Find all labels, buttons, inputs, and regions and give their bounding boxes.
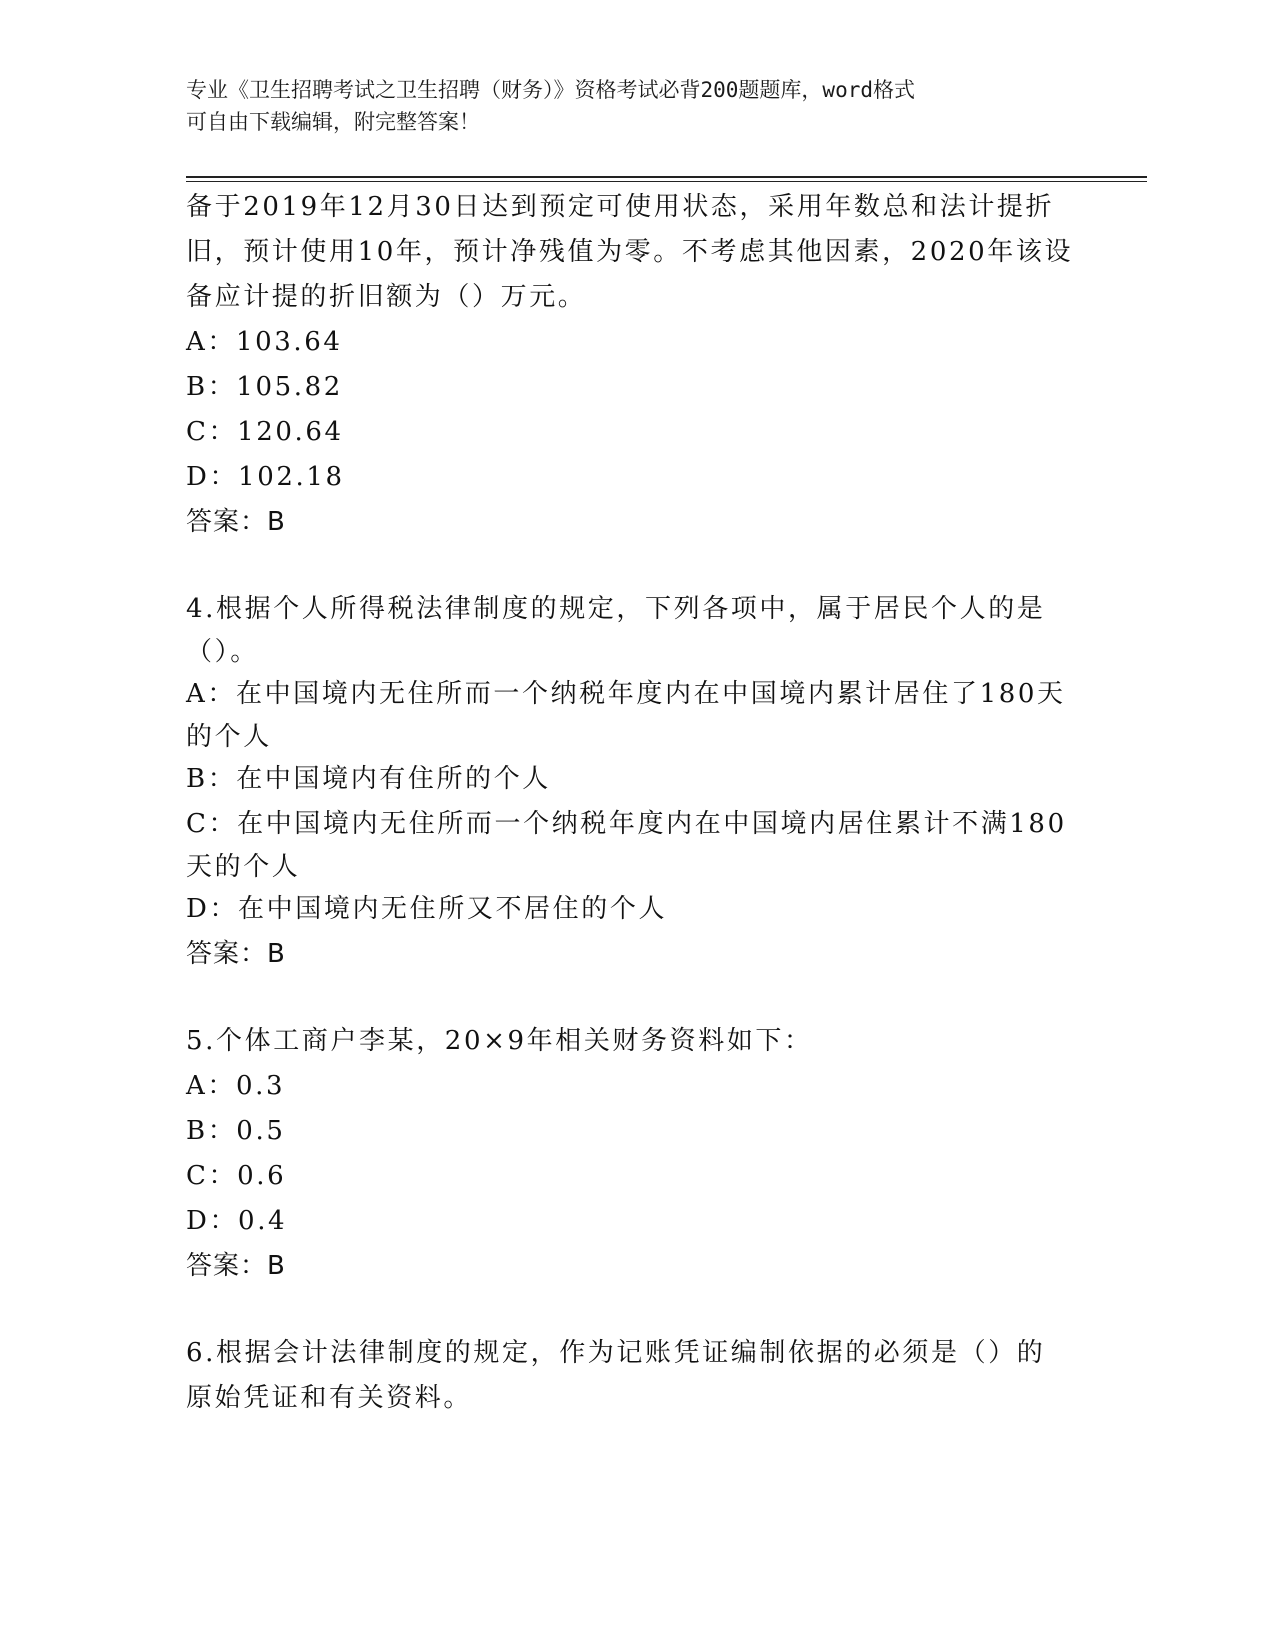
question-stem-line: 备应计提的折旧额为（）万元。 xyxy=(186,282,587,312)
option-b: B：在中国境内有住所的个人 xyxy=(186,764,551,794)
question-stem-line: （）。 xyxy=(186,637,259,667)
question-5 xyxy=(186,1019,1086,1289)
option-d: D：102.18 xyxy=(186,462,345,492)
option-a: A：0.3 xyxy=(186,1071,286,1101)
question-4 xyxy=(186,587,1086,977)
question-6 xyxy=(186,1331,1086,1421)
question-stem-line: 备于2019年12月30日达到预定可使用状态，采用年数总和法计提折 xyxy=(186,192,1055,222)
option-a-continued: 的个人 xyxy=(186,722,272,752)
question-stem-line: 旧，预计使用10年，预计净残值为零。不考虑其他因素，2020年该设 xyxy=(186,237,1074,267)
header-divider-thick xyxy=(186,176,1147,178)
option-c: C：0.6 xyxy=(186,1161,287,1191)
spacer xyxy=(186,1289,1086,1331)
option-d: D：在中国境内无住所又不居住的个人 xyxy=(186,894,668,924)
header-line-1: 专业《卫生招聘考试之卫生招聘（财务）》资格考试必背200题题库，word格式 xyxy=(186,78,915,102)
option-a: A：103.64 xyxy=(186,327,343,357)
question-stem-line: 4.根据个人所得税法律制度的规定，下列各项中，属于居民个人的是 xyxy=(186,594,1046,624)
option-b: B：105.82 xyxy=(186,372,343,402)
option-c: C：在中国境内无住所而一个纳税年度内在中国境内居住累计不满180 xyxy=(186,809,1067,839)
question-content xyxy=(186,185,1086,1421)
option-b: B：0.5 xyxy=(186,1116,286,1146)
question-stem-line: 原始凭证和有关资料。 xyxy=(186,1383,473,1413)
question-stem-line: 6.根据会计法律制度的规定，作为记账凭证编制依据的必须是（）的 xyxy=(186,1338,1046,1368)
option-a: A：在中国境内无住所而一个纳税年度内在中国境内累计居住了180天 xyxy=(186,679,1066,709)
answer-line: 答案：B xyxy=(186,507,286,537)
answer-line: 答案：B xyxy=(186,939,286,969)
option-c: C：120.64 xyxy=(186,417,344,447)
option-c-continued: 天的个人 xyxy=(186,852,301,882)
header-divider-thin xyxy=(186,181,1147,182)
document-header xyxy=(186,74,1066,138)
spacer xyxy=(186,977,1086,1019)
option-d: D：0.4 xyxy=(186,1206,288,1236)
question-3 xyxy=(186,185,1086,545)
answer-line: 答案：B xyxy=(186,1251,286,1281)
spacer xyxy=(186,545,1086,587)
header-line-2: 可自由下载编辑，附完整答案！ xyxy=(186,110,480,134)
question-stem-line: 5.个体工商户李某，20×9年相关财务资料如下： xyxy=(186,1026,813,1056)
